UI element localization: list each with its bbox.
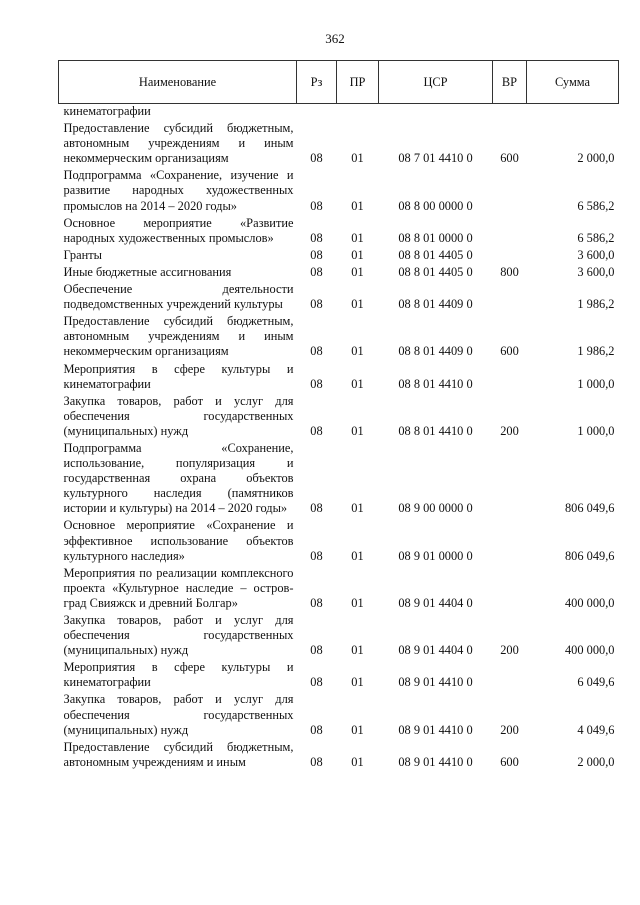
row-csr: 08 9 00 0000 0 — [398, 501, 473, 516]
row-name: Закупка товаров, работ и услуг для обеспечения государственных (муниципальных) нужд — [63, 393, 294, 438]
row-pr: 01 — [351, 754, 364, 769]
row-rz: 08 — [310, 151, 323, 166]
row-sum: 6 049,6 — [577, 675, 615, 690]
row-name: Мероприятия по реализации комплексного проекта «Культурное наследие – остров-град Свияжск и древний Болгар» — [63, 565, 294, 610]
row-rz: 08 — [310, 423, 323, 438]
row-vr — [493, 517, 527, 564]
row-name: Обеспечение деятельности подведомственных учреждений культуры — [63, 282, 294, 312]
header-csr: ЦСР — [379, 61, 493, 104]
table-row — [59, 440, 619, 517]
row-rz: 08 — [310, 754, 323, 769]
row-csr: 08 9 01 4404 0 — [398, 595, 473, 610]
row-sum: 1 986,2 — [577, 297, 615, 312]
row-rz: 08 — [310, 376, 323, 391]
row-pr: 01 — [351, 423, 364, 438]
row-rz: 08 — [310, 675, 323, 690]
row-sum — [527, 104, 619, 121]
row-csr: 08 9 01 4410 0 — [398, 675, 473, 690]
table-row — [59, 247, 619, 264]
row-csr: 08 8 01 4409 0 — [398, 297, 473, 312]
table-row — [59, 691, 619, 738]
row-rz: 08 — [310, 643, 323, 658]
row-csr: 08 8 00 0000 0 — [398, 198, 473, 213]
table-row — [59, 393, 619, 440]
header-pr: ПР — [337, 61, 379, 104]
row-pr: 01 — [351, 595, 364, 610]
header-vr: ВР — [493, 61, 527, 104]
row-pr — [337, 104, 379, 121]
row-vr: 200 — [500, 722, 519, 737]
budget-table — [58, 60, 619, 771]
row-csr: 08 8 01 0000 0 — [398, 230, 473, 245]
row-name: Иные бюджетные ассигнования — [63, 264, 232, 279]
row-vr: 600 — [500, 754, 519, 769]
row-name: Мероприятия в сфере культуры и кинематографии — [63, 361, 294, 391]
row-pr: 01 — [351, 247, 364, 262]
row-name: Гранты — [63, 247, 102, 262]
row-name: Закупка товаров, работ и услуг для обеспечения государственных (муниципальных) нужд — [63, 692, 294, 737]
row-vr — [493, 565, 527, 612]
row-sum: 6 586,2 — [577, 198, 615, 213]
row-sum: 806 049,6 — [564, 501, 615, 516]
row-pr: 01 — [351, 376, 364, 391]
row-csr: 08 7 01 4410 0 — [398, 151, 473, 166]
row-pr: 01 — [351, 675, 364, 690]
row-sum: 3 600,0 — [577, 247, 615, 262]
row-rz: 08 — [310, 297, 323, 312]
row-sum: 1 000,0 — [577, 423, 615, 438]
row-csr: 08 9 01 0000 0 — [398, 548, 473, 563]
row-csr — [379, 104, 493, 121]
row-sum: 3 600,0 — [577, 264, 615, 279]
row-csr: 08 8 01 4405 0 — [398, 247, 473, 262]
row-csr: 08 8 01 4410 0 — [398, 423, 473, 438]
row-vr: 800 — [500, 264, 519, 279]
row-rz: 08 — [310, 247, 323, 262]
row-name: Подпрограмма «Сохранение, использование, популяризация и государственная охрана объектов культурного наследия (памятников истории и культуры) на 2014 – 2020 годы» — [63, 440, 294, 516]
row-name: Основное мероприятие «Развитие народных художественных промыслов» — [63, 215, 294, 245]
row-pr: 01 — [351, 230, 364, 245]
row-name: Подпрограмма «Сохранение, изучение и развитие народных художественных промыслов на 2014 – 2020 годы» — [63, 168, 294, 213]
row-vr: 600 — [500, 151, 519, 166]
header-name: Наименование — [59, 61, 297, 104]
row-vr — [493, 659, 527, 691]
row-name: Предоставление субсидий бюджетным, автономным учреждениям и иным — [63, 739, 294, 769]
table-row — [59, 215, 619, 247]
row-name: Предоставление субсидий бюджетным, автономным учреждениям и иным некоммерческим организациям — [63, 314, 294, 359]
row-sum: 4 049,6 — [577, 722, 615, 737]
row-rz: 08 — [310, 230, 323, 245]
table-row — [59, 517, 619, 564]
row-csr: 08 9 01 4410 0 — [398, 754, 473, 769]
row-sum: 2 000,0 — [577, 754, 615, 769]
row-rz: 08 — [310, 722, 323, 737]
table-row — [59, 565, 619, 612]
table-row — [59, 361, 619, 393]
page-number: 362 — [325, 31, 345, 46]
row-csr: 08 9 01 4404 0 — [398, 643, 473, 658]
row-name: Мероприятия в сфере культуры и кинематографии — [63, 660, 294, 690]
table-row — [59, 313, 619, 360]
row-pr: 01 — [351, 344, 364, 359]
table-row — [59, 612, 619, 659]
row-rz: 08 — [310, 548, 323, 563]
row-rz: 08 — [310, 264, 323, 279]
row-pr: 01 — [351, 198, 364, 213]
table-row — [59, 167, 619, 214]
header-sum: Сумма — [527, 61, 619, 104]
row-name: Предоставление субсидий бюджетным, автономным учреждениям и иным некоммерческим организациям — [63, 121, 294, 166]
table-header-row — [59, 61, 619, 104]
table-row — [59, 659, 619, 691]
row-sum: 1 000,0 — [577, 376, 615, 391]
row-pr: 01 — [351, 297, 364, 312]
row-vr — [493, 361, 527, 393]
row-vr: 200 — [500, 423, 519, 438]
row-vr — [493, 281, 527, 313]
table-row — [59, 281, 619, 313]
row-sum: 1 986,2 — [577, 344, 615, 359]
row-vr — [493, 247, 527, 264]
row-sum: 806 049,6 — [564, 548, 615, 563]
row-rz: 08 — [310, 198, 323, 213]
row-sum: 400 000,0 — [564, 595, 615, 610]
row-csr: 08 8 01 4409 0 — [398, 344, 473, 359]
header-rz: Рз — [297, 61, 337, 104]
row-vr: 200 — [500, 643, 519, 658]
row-vr — [493, 440, 527, 517]
row-rz — [297, 104, 337, 121]
row-vr — [493, 215, 527, 247]
row-pr: 01 — [351, 722, 364, 737]
table-row — [59, 739, 619, 771]
row-pr: 01 — [351, 548, 364, 563]
table-row — [59, 120, 619, 167]
table-row — [59, 104, 619, 121]
row-csr: 08 9 01 4410 0 — [398, 722, 473, 737]
row-vr — [493, 167, 527, 214]
row-sum: 2 000,0 — [577, 151, 615, 166]
row-pr: 01 — [351, 643, 364, 658]
row-rz: 08 — [310, 595, 323, 610]
row-pr: 01 — [351, 151, 364, 166]
row-rz: 08 — [310, 501, 323, 516]
row-name: Закупка товаров, работ и услуг для обеспечения государственных (муниципальных) нужд — [63, 613, 294, 658]
table-row — [59, 264, 619, 281]
row-csr: 08 8 01 4405 0 — [398, 264, 473, 279]
row-csr: 08 8 01 4410 0 — [398, 376, 473, 391]
row-vr: 600 — [500, 344, 519, 359]
row-name: кинематографии — [63, 104, 151, 118]
row-sum: 6 586,2 — [577, 230, 615, 245]
row-vr — [493, 104, 527, 121]
row-sum: 400 000,0 — [564, 643, 615, 658]
row-pr: 01 — [351, 264, 364, 279]
row-pr: 01 — [351, 501, 364, 516]
row-name: Основное мероприятие «Сохранение и эффективное использование объектов культурного наследия» — [63, 518, 294, 563]
row-rz: 08 — [310, 344, 323, 359]
